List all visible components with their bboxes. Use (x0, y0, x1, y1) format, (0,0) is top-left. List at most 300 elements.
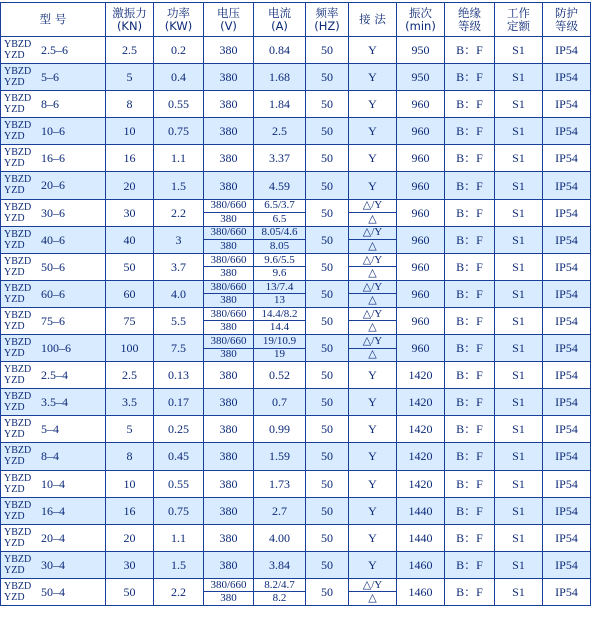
power-cell: 0.55 (154, 470, 204, 497)
connection-cell-line: △ (368, 267, 377, 280)
model-prefix (4, 581, 31, 603)
power-cell: 0.75 (154, 118, 204, 145)
model-spec: 30–4 (41, 557, 65, 572)
speed-cell: 960 (397, 253, 445, 280)
voltage-cell-line: 380/660 (204, 335, 253, 349)
frequency-cell: 50 (306, 389, 349, 416)
voltage-cell (204, 253, 254, 280)
voltage-cell: 380 (204, 551, 254, 578)
speed-cell: 950 (397, 37, 445, 64)
model-prefix-ybzd: YBZD (4, 580, 32, 592)
power-cell: 1.1 (154, 145, 204, 172)
current-cell-line: 8.2/4.7 (254, 579, 305, 593)
force-cell: 75 (106, 307, 154, 334)
model-prefix (4, 120, 31, 142)
force-cell: 100 (106, 335, 154, 362)
connection-cell-line: △/Y (349, 308, 396, 322)
model-prefix-ybzd: YBZD (4, 391, 32, 403)
voltage-cell-split (204, 308, 253, 334)
model-spec: 50–4 (41, 584, 65, 599)
connection-cell: Y (349, 118, 397, 145)
table-row (1, 524, 591, 551)
model-spec: 8–4 (41, 449, 59, 464)
model-prefix (4, 554, 31, 576)
current-cell-split (254, 335, 305, 361)
model-spec: 5–4 (41, 422, 59, 437)
speed-cell: 1420 (397, 416, 445, 443)
model-prefix-yzd: YZD (4, 429, 25, 441)
model-cell (1, 37, 106, 64)
model-spec: 60–6 (41, 286, 65, 301)
connection-cell: Y (349, 145, 397, 172)
model-spec: 2.5–6 (41, 43, 68, 57)
model-prefix-ybzd: YBZD (4, 309, 32, 321)
insulation-cell: B：F (445, 253, 495, 280)
model-spec: 75–6 (41, 313, 65, 328)
frequency-cell: 50 (306, 362, 349, 389)
insulation-cell: B：F (445, 389, 495, 416)
model-prefix-ybzd: YBZD (4, 39, 32, 50)
protection-cell: IP54 (543, 91, 591, 118)
model-spec: 10–4 (41, 476, 65, 491)
table-row (1, 199, 591, 226)
model-spec: 16–6 (41, 151, 65, 166)
connection-cell: Y (349, 64, 397, 91)
current-cell-line: 8.2 (272, 592, 287, 605)
power-cell: 2.2 (154, 199, 204, 226)
connection-cell-line: △/Y (349, 227, 396, 241)
duty-cell: S1 (495, 307, 543, 334)
model-prefix (4, 66, 31, 88)
connection-cell-split (349, 254, 396, 280)
power-cell: 0.2 (154, 37, 204, 64)
voltage-cell-line: 380/660 (204, 200, 253, 214)
header-model: 型 号 (1, 3, 106, 37)
current-cell (254, 253, 306, 280)
connection-cell-line: △/Y (349, 200, 396, 214)
model-prefix-ybzd: YBZD (4, 418, 32, 430)
protection-cell: IP54 (543, 335, 591, 362)
current-cell (254, 199, 306, 226)
connection-cell-split (349, 227, 396, 253)
force-cell: 8 (106, 443, 154, 470)
frequency-cell: 50 (306, 226, 349, 253)
insulation-cell: B：F (445, 307, 495, 334)
connection-cell (349, 226, 397, 253)
current-cell-line: 13 (274, 294, 285, 307)
duty-cell: S1 (495, 226, 543, 253)
duty-cell: S1 (495, 37, 543, 64)
voltage-cell: 380 (204, 497, 254, 524)
table-row (1, 307, 591, 334)
frequency-cell: 50 (306, 497, 349, 524)
voltage-cell-split (204, 281, 253, 307)
current-cell: 3.84 (254, 551, 306, 578)
protection-cell: IP54 (543, 253, 591, 280)
speed-cell: 960 (397, 172, 445, 199)
connection-cell: Y (349, 470, 397, 497)
current-cell: 0.7 (254, 389, 306, 416)
duty-cell: S1 (495, 172, 543, 199)
insulation-cell: B：F (445, 172, 495, 199)
frequency-cell: 50 (306, 64, 349, 91)
duty-cell: S1 (495, 199, 543, 226)
model-cell (1, 172, 106, 199)
force-cell: 30 (106, 551, 154, 578)
frequency-cell: 50 (306, 37, 349, 64)
frequency-cell: 50 (306, 551, 349, 578)
table-row (1, 335, 591, 362)
model-prefix (4, 93, 31, 115)
speed-cell: 1420 (397, 362, 445, 389)
protection-cell: IP54 (543, 551, 591, 578)
protection-cell: IP54 (543, 307, 591, 334)
protection-cell: IP54 (543, 199, 591, 226)
header-insulation: 绝缘 等级 (445, 3, 495, 37)
voltage-cell: 380 (204, 172, 254, 199)
duty-cell: S1 (495, 145, 543, 172)
current-cell-line: 6.5/3.7 (254, 200, 305, 214)
model-prefix-yzd: YZD (4, 320, 25, 332)
model-prefix-ybzd: YBZD (4, 120, 32, 132)
connection-cell-line: △/Y (349, 579, 396, 593)
table-row (1, 172, 591, 199)
force-cell: 5 (106, 64, 154, 91)
model-prefix-ybzd: YBZD (4, 364, 32, 376)
current-cell-split (254, 308, 305, 334)
model-prefix (4, 256, 31, 278)
protection-cell: IP54 (543, 470, 591, 497)
model-prefix-ybzd: YBZD (4, 201, 32, 213)
current-cell: 0.52 (254, 362, 306, 389)
force-cell: 20 (106, 524, 154, 551)
power-cell: 0.13 (154, 362, 204, 389)
insulation-cell: B：F (445, 524, 495, 551)
power-cell: 2.2 (154, 578, 204, 605)
model-cell (1, 307, 106, 334)
table-row (1, 145, 591, 172)
connection-cell: Y (349, 497, 397, 524)
duty-cell: S1 (495, 64, 543, 91)
power-cell: 0.75 (154, 497, 204, 524)
table-row (1, 362, 591, 389)
protection-cell: IP54 (543, 280, 591, 307)
insulation-cell: B：F (445, 37, 495, 64)
power-cell: 0.55 (154, 91, 204, 118)
duty-cell: S1 (495, 578, 543, 605)
current-cell-line: 19/10.9 (254, 335, 305, 349)
frequency-cell: 50 (306, 253, 349, 280)
table-row (1, 280, 591, 307)
model-spec: 5–6 (41, 70, 59, 85)
speed-cell: 1420 (397, 443, 445, 470)
connection-cell-line: △ (368, 212, 377, 225)
insulation-cell: B：F (445, 335, 495, 362)
force-cell: 50 (106, 578, 154, 605)
connection-cell-split (349, 200, 396, 226)
protection-cell: IP54 (543, 172, 591, 199)
model-spec: 2.5–4 (41, 368, 68, 383)
model-prefix-ybzd: YBZD (4, 282, 32, 294)
table-row (1, 118, 591, 145)
frequency-cell: 50 (306, 470, 349, 497)
voltage-cell (204, 280, 254, 307)
current-cell: 4.59 (254, 172, 306, 199)
voltage-cell: 380 (204, 362, 254, 389)
voltage-cell-line: 380/660 (204, 308, 253, 322)
model-cell (1, 145, 106, 172)
model-prefix-ybzd: YBZD (4, 445, 32, 457)
current-cell (254, 226, 306, 253)
model-cell (1, 226, 106, 253)
current-cell-line: 8.05 (269, 239, 290, 252)
insulation-cell: B：F (445, 91, 495, 118)
protection-cell: IP54 (543, 416, 591, 443)
duty-cell: S1 (495, 443, 543, 470)
model-cell (1, 443, 106, 470)
header-connection: 接 法 (349, 3, 397, 37)
model-spec: 30–6 (41, 205, 65, 220)
model-prefix-yzd: YZD (4, 212, 25, 224)
model-prefix (4, 283, 31, 305)
frequency-cell: 50 (306, 280, 349, 307)
connection-cell-split (349, 308, 396, 334)
power-cell: 0.4 (154, 64, 204, 91)
model-spec: 3.5–4 (41, 395, 68, 410)
current-cell-split (254, 579, 305, 605)
insulation-cell: B：F (445, 578, 495, 605)
model-prefix (4, 147, 31, 169)
header-protection: 防护 等级 (543, 3, 591, 37)
force-cell: 30 (106, 199, 154, 226)
header-row (1, 3, 591, 37)
current-cell-line: 9.6/5.5 (254, 254, 305, 268)
speed-cell: 1420 (397, 389, 445, 416)
duty-cell: S1 (495, 335, 543, 362)
model-prefix (4, 229, 31, 251)
model-spec: 50–6 (41, 259, 65, 274)
model-prefix-yzd: YZD (4, 50, 25, 61)
current-cell: 1.68 (254, 64, 306, 91)
table-row (1, 497, 591, 524)
connection-cell (349, 335, 397, 362)
duty-cell: S1 (495, 551, 543, 578)
model-prefix-ybzd: YBZD (4, 93, 32, 105)
connection-cell-split (349, 579, 396, 605)
speed-cell: 960 (397, 307, 445, 334)
model-cell (1, 280, 106, 307)
model-prefix-yzd: YZD (4, 131, 25, 143)
connection-cell-line: △ (368, 348, 377, 361)
speed-cell: 960 (397, 145, 445, 172)
duty-cell: S1 (495, 118, 543, 145)
voltage-cell: 380 (204, 91, 254, 118)
speed-cell: 950 (397, 64, 445, 91)
duty-cell: S1 (495, 470, 543, 497)
connection-cell (349, 578, 397, 605)
frequency-cell: 50 (306, 307, 349, 334)
protection-cell: IP54 (543, 145, 591, 172)
current-cell: 2.5 (254, 118, 306, 145)
model-spec: 20–6 (41, 178, 65, 193)
model-prefix (4, 527, 31, 549)
model-prefix-ybzd: YBZD (4, 526, 32, 538)
force-cell: 2.5 (106, 362, 154, 389)
speed-cell: 960 (397, 199, 445, 226)
table-row (1, 443, 591, 470)
current-cell-line: 13/7.4 (254, 281, 305, 295)
voltage-cell (204, 199, 254, 226)
model-prefix-yzd: YZD (4, 239, 25, 251)
power-cell: 4.0 (154, 280, 204, 307)
connection-cell: Y (349, 389, 397, 416)
speed-cell: 960 (397, 91, 445, 118)
model-prefix-yzd: YZD (4, 537, 25, 549)
duty-cell: S1 (495, 416, 543, 443)
current-cell: 0.84 (254, 37, 306, 64)
voltage-cell-line: 380 (220, 592, 237, 605)
current-cell-line: 8.05/4.6 (254, 227, 305, 241)
model-prefix-yzd: YZD (4, 483, 25, 495)
header-voltage: 电压 (V) (204, 3, 254, 37)
header-current: 电流 (A) (254, 3, 306, 37)
voltage-cell (204, 335, 254, 362)
force-cell: 2.5 (106, 37, 154, 64)
insulation-cell: B：F (445, 470, 495, 497)
connection-cell: Y (349, 524, 397, 551)
model-prefix-yzd: YZD (4, 456, 25, 468)
frequency-cell: 50 (306, 443, 349, 470)
voltage-cell-line: 380 (220, 294, 237, 307)
voltage-cell: 380 (204, 470, 254, 497)
header-frequency: 频率 (HZ) (306, 3, 349, 37)
model-prefix-ybzd: YBZD (4, 174, 32, 186)
speed-cell: 960 (397, 226, 445, 253)
voltage-cell: 380 (204, 64, 254, 91)
current-cell: 0.99 (254, 416, 306, 443)
insulation-cell: B：F (445, 64, 495, 91)
duty-cell: S1 (495, 389, 543, 416)
connection-cell: Y (349, 551, 397, 578)
header-power: 功率 (KW) (154, 3, 204, 37)
voltage-cell-line: 380 (220, 267, 237, 280)
duty-cell: S1 (495, 253, 543, 280)
voltage-cell-split (204, 335, 253, 361)
insulation-cell: B：F (445, 145, 495, 172)
model-cell (1, 335, 106, 362)
table-row (1, 253, 591, 280)
current-cell-line: 9.6 (272, 267, 287, 280)
voltage-cell-line: 380 (220, 348, 237, 361)
model-prefix-ybzd: YBZD (4, 66, 32, 78)
protection-cell: IP54 (543, 362, 591, 389)
model-prefix-yzd: YZD (4, 564, 25, 576)
power-cell: 3 (154, 226, 204, 253)
model-prefix-yzd: YZD (4, 185, 25, 197)
model-spec: 8–6 (41, 97, 59, 112)
protection-cell: IP54 (543, 118, 591, 145)
model-cell (1, 497, 106, 524)
table-row (1, 91, 591, 118)
model-spec: 10–6 (41, 124, 65, 139)
model-prefix-yzd: YZD (4, 104, 25, 116)
model-cell (1, 199, 106, 226)
spec-table-container (0, 2, 590, 606)
model-prefix-yzd: YZD (4, 402, 25, 414)
connection-cell: Y (349, 37, 397, 64)
force-cell: 8 (106, 91, 154, 118)
frequency-cell: 50 (306, 335, 349, 362)
model-prefix-ybzd: YBZD (4, 499, 32, 511)
voltage-cell-split (204, 254, 253, 280)
current-cell-line: 14.4/8.2 (254, 308, 305, 322)
model-prefix (4, 202, 31, 224)
current-cell: 4.00 (254, 524, 306, 551)
connection-cell: Y (349, 91, 397, 118)
connection-cell: Y (349, 172, 397, 199)
model-prefix-ybzd: YBZD (4, 228, 32, 240)
frequency-cell: 50 (306, 118, 349, 145)
frequency-cell: 50 (306, 199, 349, 226)
speed-cell: 1440 (397, 524, 445, 551)
model-cell (1, 91, 106, 118)
connection-cell-line: △/Y (349, 254, 396, 268)
voltage-cell: 380 (204, 416, 254, 443)
force-cell: 3.5 (106, 389, 154, 416)
speed-cell: 1440 (397, 497, 445, 524)
protection-cell: IP54 (543, 389, 591, 416)
protection-cell: IP54 (543, 497, 591, 524)
power-cell: 0.45 (154, 443, 204, 470)
voltage-cell-line: 380 (220, 239, 237, 252)
power-cell: 7.5 (154, 335, 204, 362)
voltage-cell (204, 226, 254, 253)
duty-cell: S1 (495, 91, 543, 118)
protection-cell: IP54 (543, 37, 591, 64)
speed-cell: 960 (397, 280, 445, 307)
voltage-cell: 380 (204, 389, 254, 416)
table-row (1, 470, 591, 497)
force-cell: 16 (106, 145, 154, 172)
voltage-cell: 380 (204, 524, 254, 551)
model-prefix (4, 364, 31, 386)
connection-cell-line: △ (368, 592, 377, 605)
insulation-cell: B：F (445, 226, 495, 253)
connection-cell-line: △ (368, 321, 377, 334)
duty-cell: S1 (495, 524, 543, 551)
model-prefix-yzd: YZD (4, 158, 25, 170)
protection-cell: IP54 (543, 64, 591, 91)
current-cell-line: 19 (274, 348, 285, 361)
model-prefix (4, 337, 31, 359)
connection-cell-line: △ (368, 294, 377, 307)
voltage-cell-line: 380 (220, 212, 237, 225)
current-cell: 3.37 (254, 145, 306, 172)
model-prefix-ybzd: YBZD (4, 147, 32, 159)
connection-cell-split (349, 281, 396, 307)
power-cell: 1.5 (154, 172, 204, 199)
insulation-cell: B：F (445, 199, 495, 226)
voltage-cell-split (204, 579, 253, 605)
table-row (1, 64, 591, 91)
model-spec: 100–6 (41, 341, 71, 356)
model-prefix-ybzd: YBZD (4, 255, 32, 267)
table-row (1, 416, 591, 443)
voltage-cell (204, 578, 254, 605)
insulation-cell: B：F (445, 280, 495, 307)
model-prefix (4, 39, 31, 61)
force-cell: 40 (106, 226, 154, 253)
